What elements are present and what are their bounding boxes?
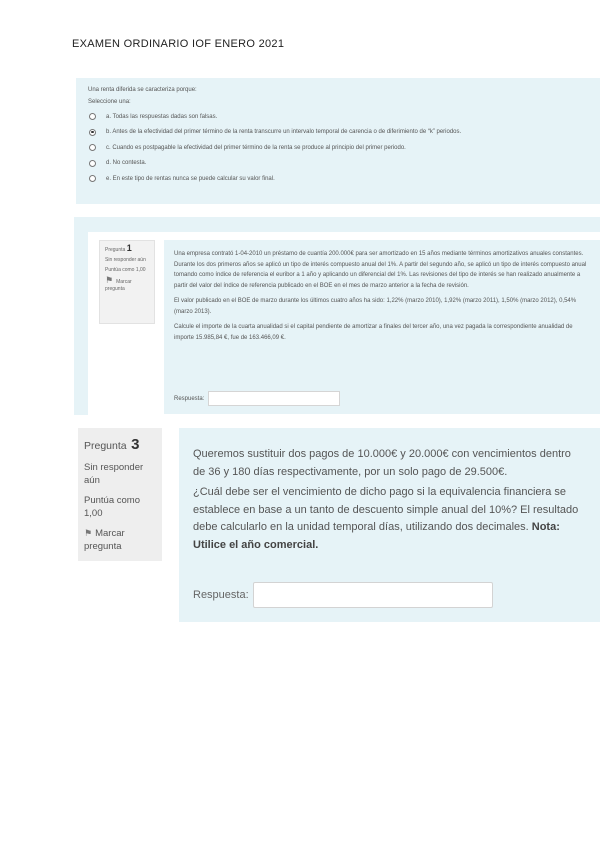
answer-label: Respuesta:: [193, 589, 249, 601]
question-1-content: [164, 240, 600, 414]
question-paragraph: Queremos sustituir dos pagos de 10.000€ y 20.000€ con vencimientos dentro de 36 y 180 días respectivamente, por un solo pago de 29.500€.: [193, 448, 571, 478]
flag-icon: ⚑: [84, 528, 93, 538]
note-text: Nota: Utilice el año comercial.: [193, 521, 560, 551]
answer-input[interactable]: [208, 391, 340, 406]
question-status: Sin responder aún: [105, 257, 146, 263]
option-label: b. Antes de la efectividad del primer término de la renta transcurre un intervalo temporal de carencia o de diferimiento de “k” periodos.: [106, 129, 462, 136]
question-paragraph: El valor publicado en el BOE de marzo durante los últimos cuatro años ha sido: 1,22% (marzo 2010), 1,92% (marzo 2011), 1,50% (marzo 2012), 0,54% (marzo 2013).: [174, 298, 577, 315]
question-number: Pregunta 1: [105, 243, 132, 253]
radio-button[interactable]: [89, 160, 96, 167]
question-points: Puntúa como 1,00: [105, 267, 146, 273]
question-3-info-panel: [78, 428, 162, 561]
select-label: Seleccione una:: [88, 99, 131, 105]
radio-button[interactable]: [89, 175, 96, 182]
option-a[interactable]: [88, 109, 588, 125]
question-number: Pregunta 3: [84, 436, 140, 453]
option-d[interactable]: [88, 156, 588, 172]
question-1-answer-row: [174, 391, 340, 406]
option-label: e. En este tipo de rentas nunca se puede calcular su valor final.: [106, 175, 275, 182]
option-b[interactable]: [88, 125, 588, 141]
option-c[interactable]: [88, 140, 588, 156]
radio-button[interactable]: [89, 144, 96, 151]
question-paragraph: Calcule el importe de la cuarta anualidad si el capital pendiente de amortizar a finales del tercer año, una vez pagada la correspondiente anualidad de importe 15.985,84 €, fue de 163.466,09 €.: [174, 324, 573, 341]
option-label: a. Todas las respuestas dadas son falsas.: [106, 113, 218, 120]
flag-question-link[interactable]: ⚑ Marcar pregunta: [105, 275, 132, 292]
question-points: Puntúa como 1,00: [84, 495, 140, 519]
document-title: EXAMEN ORDINARIO IOF ENERO 2021: [72, 38, 285, 50]
question-paragraph: Una empresa contrató 1-04-2010 un préstamo de cuantía 200.000€ para ser amortizado en 15 años mediante términos amortizativos anuales constantes. Durante los dos primeros años se aplicó un tipo de interés compuesto anual del 1%. A partir del segundo año, se aplicó un tipo de interés compuesto anual tomando como índice de referencia el euribor a 1 año y aplicando un diferencial del 1%. Las revisiones del tipo de interés se han realizado anualmente a partir del valor del índice de referencia publicado en el BOE en el mes de marzo anterior a la fecha de revisión.: [174, 251, 587, 289]
radio-button-selected[interactable]: [89, 129, 96, 136]
answer-label: Respuesta:: [174, 395, 205, 402]
answer-input[interactable]: [253, 582, 493, 608]
flag-icon: ⚑: [105, 275, 114, 285]
option-e[interactable]: [88, 171, 588, 187]
multiple-choice-question: [76, 78, 600, 204]
question-status: Sin responder aún: [84, 462, 144, 486]
option-label: d. No contesta.: [106, 160, 147, 167]
radio-button[interactable]: [89, 113, 96, 120]
flag-question-link[interactable]: ⚑ Marcar pregunta: [84, 528, 125, 552]
option-label: c. Cuando es postpagable la efectividad del primer término de la renta se produce al principio del primer periodo.: [106, 144, 406, 151]
question-paragraph: ¿Cuál debe ser el vencimiento de dicho pago si la equivalencia financiera se establece en base a un tanto de descuento simple anual del 10%? El resultado debe calcularlo en la unidad temporal días, utilizando dos decimales. Nota: Utilice el año comercial.: [193, 486, 579, 551]
question-text: Una renta diferida se caracteriza porque:: [88, 87, 197, 93]
question-3-answer-row: [193, 582, 493, 608]
question-1-info-panel: [99, 240, 155, 324]
